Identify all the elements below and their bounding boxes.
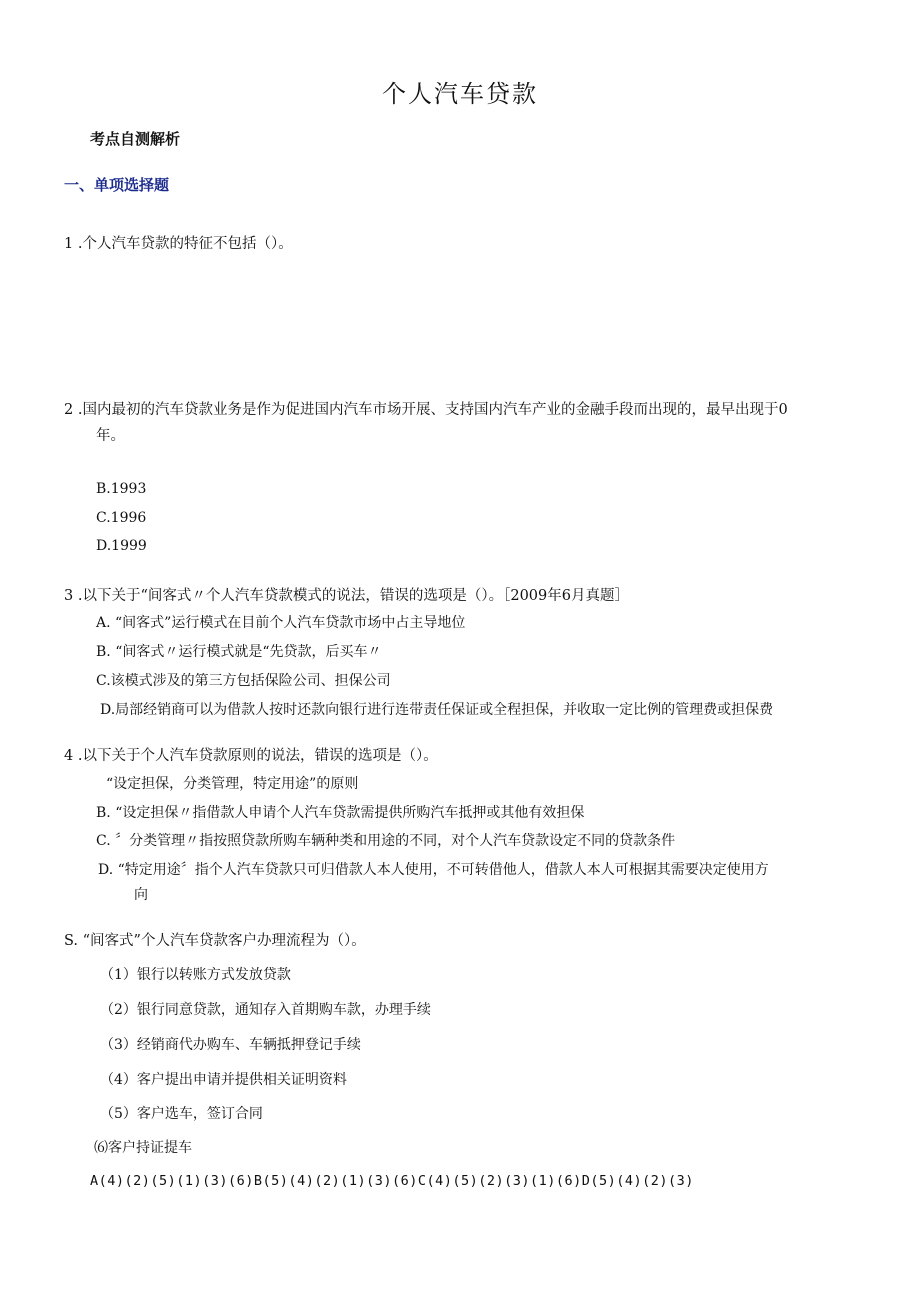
question-2-option-c: C.1996 — [96, 510, 147, 526]
question-3-option-a: A. “间客式”运行模式在目前个人汽车贷款市场中占主导地位 — [96, 615, 466, 631]
question-5-step-1: （1）银行以转账方式发放贷款 — [100, 967, 291, 983]
question-5-step-6: ⑹客户持证提车 — [94, 1140, 192, 1156]
question-5-answer-options: A(4)(2)(5)(1)(3)(6)B(5)(4)(2)(1)(3)(6)C(4)(5)(2)(3)(1)(6)D(5)(4)(2)(3) — [90, 1173, 694, 1189]
question-3-option-b: B. “间客式〃运行模式就是“先贷款，后买车〃 — [96, 644, 382, 660]
question-4-option-b: B. “设定担保〃指借款人申请个人汽车贷款需提供所购汽车抵押或其他有效担保 — [96, 805, 585, 821]
section-heading: 一、单项选择题 — [64, 176, 170, 194]
question-2-option-d: D.1999 — [96, 538, 147, 554]
question-5-stem: S. “间客式”个人汽车贷款客户办理流程为（）。 — [64, 933, 366, 949]
subtitle: 考点自测解析 — [90, 130, 181, 148]
question-2-stem-line1: 2 .国内最初的汽车贷款业务是作为促进国内汽车市场开展、支持国内汽车产业的金融手段而出现的，最早出现于0 — [64, 402, 788, 418]
question-4-option-d-line2: 向 — [134, 887, 148, 903]
question-5-step-3: （3）经销商代办购车、车辆抵押登记手续 — [100, 1037, 361, 1053]
question-3-stem: 3 .以下关于“间客式〃个人汽车贷款模式的说法，错误的选项是（）。［2009年6月真题］ — [64, 588, 629, 604]
question-5-step-5: （5）客户选车，签订合同 — [100, 1106, 263, 1122]
question-4-option-a: “设定担保，分类管理，特定用途”的原则 — [106, 776, 359, 792]
question-2-stem-line2: 年。 — [96, 428, 125, 444]
question-1-stem: 1 .个人汽车贷款的特征不包括（）。 — [64, 236, 293, 252]
question-2-option-b: B.1993 — [96, 481, 147, 497]
question-3-option-c: C.该模式涉及的第三方包括保险公司、担保公司 — [96, 673, 391, 689]
document-title: 个人汽车贷款 — [382, 80, 538, 108]
question-4-option-d-line1: D. “特定用途〞指个人汽车贷款只可归借款人本人使用，不可转借他人，借款人本人可根据其需要决定使用方 — [98, 862, 769, 878]
question-5-step-4: （4）客户提出申请并提供相关证明资料 — [100, 1072, 347, 1088]
question-4-option-c: C. 〞分类管理〃指按照贷款所购车辆种类和用途的不同，对个人汽车贷款设定不同的贷款条件 — [96, 833, 676, 849]
question-5-step-2: （2）银行同意贷款，通知存入首期购车款，办理手续 — [100, 1002, 431, 1018]
question-4-stem: 4 .以下关于个人汽车贷款原则的说法，错误的选项是（）。 — [64, 748, 438, 764]
question-3-option-d: D.局部经销商可以为借款人按时还款向银行进行连带责任保证或全程担保，并收取一定比例的管理费或担保费 — [100, 702, 774, 718]
